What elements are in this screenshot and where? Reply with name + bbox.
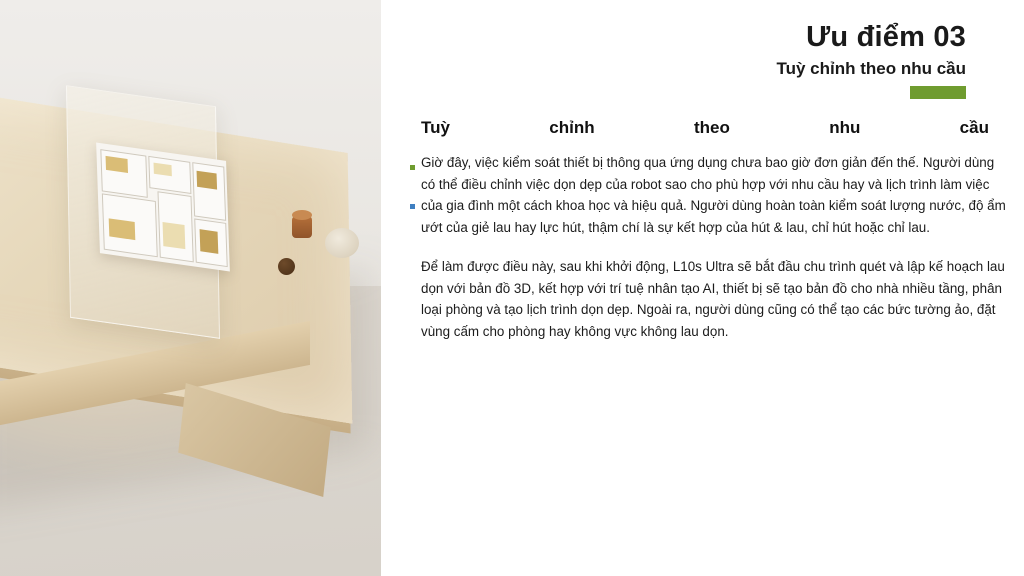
headline-row [421, 118, 989, 138]
body-text [421, 152, 1011, 360]
prop-disc [325, 228, 359, 258]
title-block [776, 22, 966, 79]
floorplan-furniture [200, 229, 219, 254]
floorplan-furniture [106, 156, 128, 173]
headline-word-4: nhu [829, 118, 861, 137]
prop-cylinder-top [292, 210, 312, 220]
page-title: Ưu điểm 03 [806, 21, 966, 53]
paragraph-1: Giờ đây, việc kiểm soát thiết bị thông qua ứng dụng chưa bao giờ đơn giản đến thế. Người dùng có thể điều chỉnh việc dọn dẹp của robot sao cho phù hợp với nhu cầu hay và lịch trình làm việc của gia đình một cách khoa học và hiệu quả. Người dùng hoàn toàn kiểm soát lượng nước, độ ẩm ướt của giẻ lau hay lực hút, thậm chí là sự kết hợp của hút & lau, chỉ hút hoặc chỉ lau. [421, 155, 1006, 236]
bullet-marker-blue-icon [410, 204, 415, 209]
prop-sphere [278, 258, 295, 275]
headline-word-1: Tuỳ [421, 118, 450, 137]
floorplan-map [96, 143, 230, 272]
content-panel [381, 0, 1024, 576]
floorplan-furniture [197, 171, 218, 190]
floorplan-furniture [109, 218, 136, 240]
illustration-panel [0, 0, 381, 576]
headline-word-2: chỉnh [549, 118, 595, 137]
accent-bar [910, 86, 966, 99]
page-subtitle: Tuỳ chỉnh theo nhu cầu [776, 58, 966, 78]
bullet-marker-green-icon [410, 165, 415, 170]
headline-word-3: theo [693, 118, 730, 137]
floorplan-furniture [163, 222, 186, 249]
headline-word-5: cầu [959, 118, 989, 137]
paragraph-2: Để làm được điều này, sau khi khởi động, L10s Ultra sẽ bắt đầu chu trình quét và lập kế hoạch lau dọn với bản đồ 3D, kết hợp với trí tuệ nhân tạo AI, thiết bị sẽ tạo bản đồ cho nhà nhiều tầng, phân loại phòng và tạo lịch trình dọn dẹp. Ngoài ra, người dùng cũng có thể tạo các bức tường ảo, đặt vùng cấm cho phòng hay không vực không lau dọn. [421, 258, 1005, 339]
